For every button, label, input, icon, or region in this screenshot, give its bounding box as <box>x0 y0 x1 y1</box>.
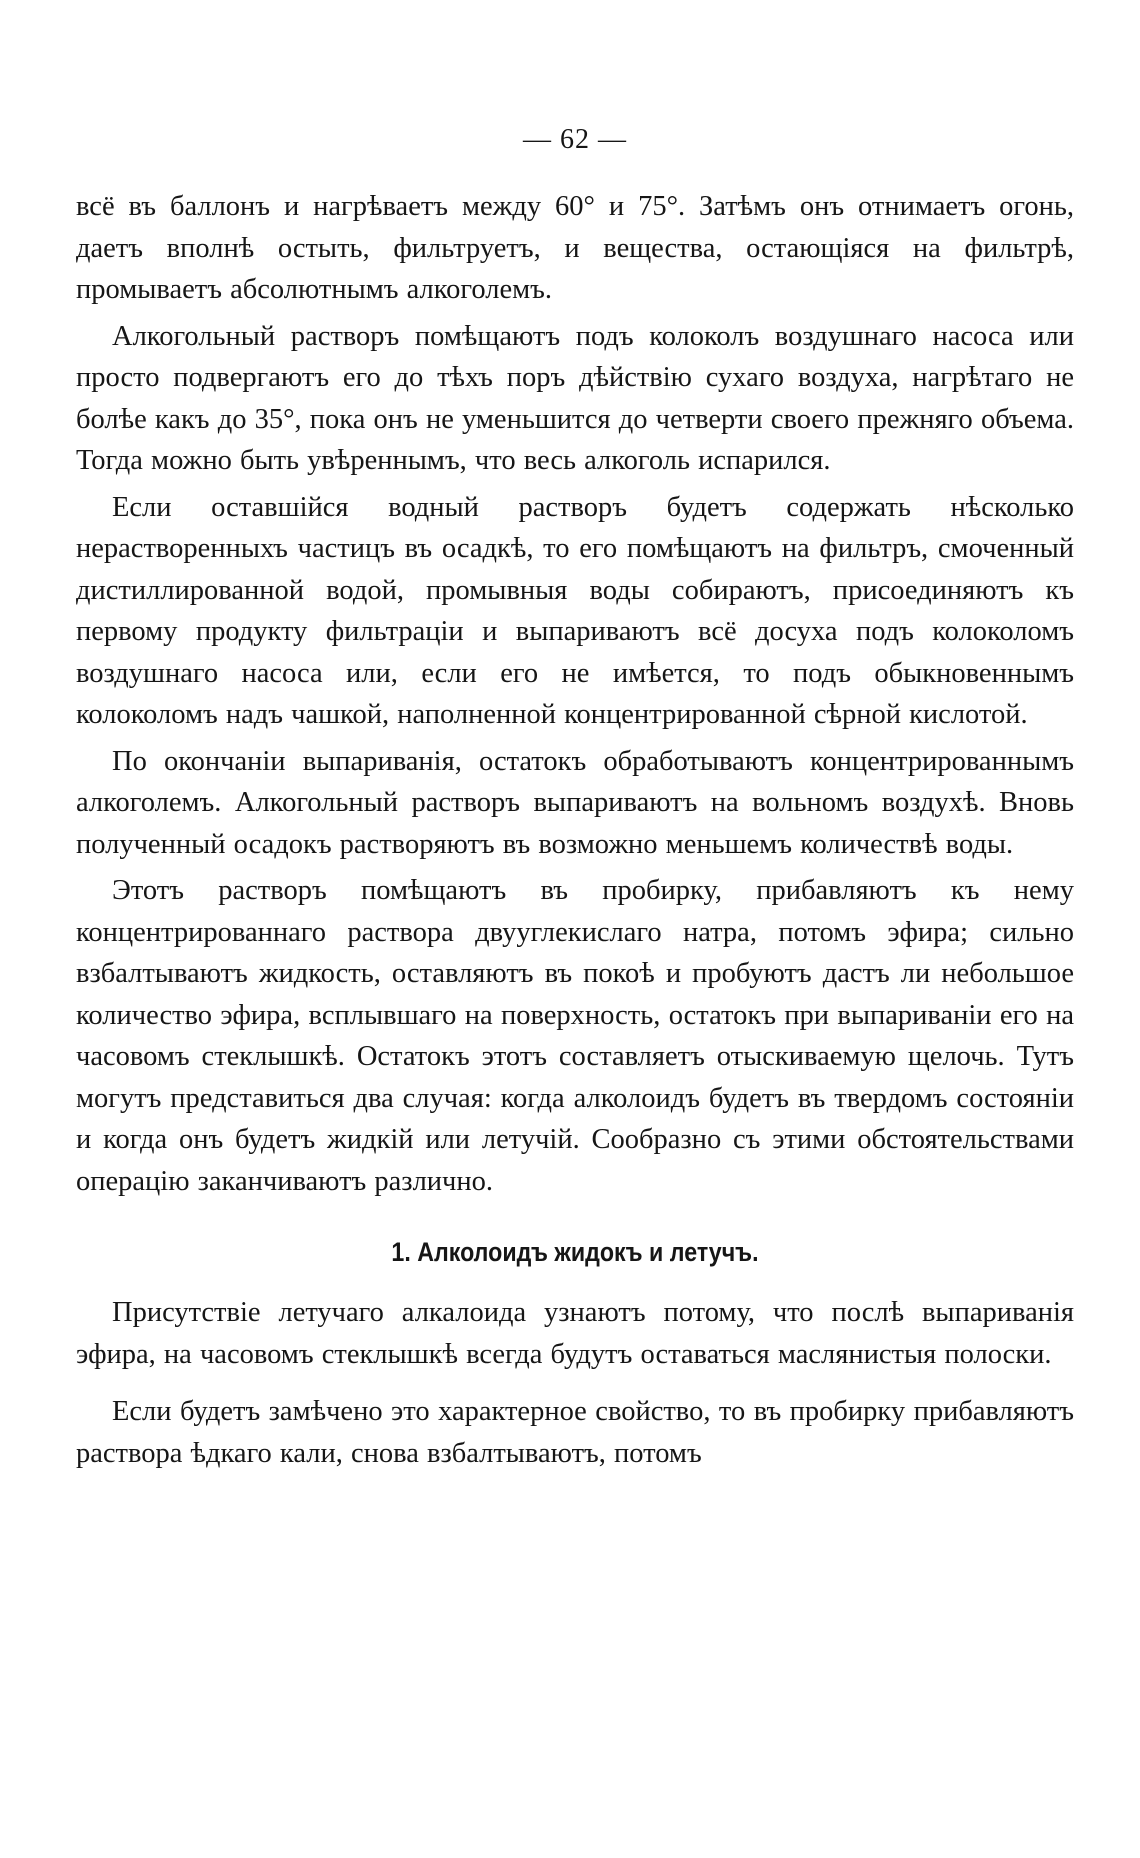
paragraph-alcohol-solution: Алкогольный растворъ помѣщаютъ подъ колоколъ воздушнаго насоса или просто подвергаютъ его до тѣхъ поръ дѣйствію сухаго воздуха, нагрѣтаго не болѣе какъ до 35°, пока онъ не уменьшится до четверти своего прежняго объема. Тогда можно быть увѣреннымъ, что весь алкоголь испарился. <box>76 320 1074 476</box>
section-heading: 1. Алколоидъ жидокъ и летучъ. <box>391 1237 759 1267</box>
page-number: — 62 — <box>523 124 627 155</box>
document-page <box>76 120 1074 1479</box>
paragraph-evaporation: По окончаніи выпариванія, остатокъ обработываютъ концентрированнымъ алкоголемъ. Алкогольный растворъ выпариваютъ на вольномъ воздухѣ. Вновь полученный осадокъ растворяютъ въ возможно меньшемъ количествѣ воды. <box>76 745 1074 860</box>
paragraph-characteristic-property: Если будетъ замѣчено это характерное свойство, то въ пробирку прибавляютъ раствора ѣдкаго кали, снова взбалтываютъ, потомъ <box>76 1396 1074 1469</box>
paragraph-test-tube: Этотъ растворъ помѣщаютъ въ пробирку, прибавляютъ къ нему концентрированнаго раствора двууглекислаго натра, потомъ эфира; сильно взбалтываютъ жидкость, оставляютъ въ покоѣ и пробуютъ дастъ ли небольшое количество эфира, всплывшаго на поверхность, остатокъ при выпариваніи его на часовомъ стеклышкѣ. Остатокъ этотъ составляетъ отыскиваемую щелочь. Тутъ могутъ представиться два случая: когда алколоидъ будетъ въ твердомъ состояніи и когда онъ будетъ жидкій или летучій. Сообразно съ этими обстоятельствами операцію заканчиваютъ различно. <box>76 875 1074 1197</box>
paragraph-volatile-alkaloid: Присутствіе летучаго алкалоида узнаютъ потому, что послѣ выпариванія эфира, на часовомъ стеклышкѣ всегда будутъ оставаться маслянистыя полоски. <box>76 1297 1074 1370</box>
paragraph-aqueous-solution: Если оставшійся водный растворъ будетъ содержать нѣсколько нерастворенныхъ частицъ въ осадкѣ, то его помѣщаютъ на фильтръ, смоченный дистиллированной водой, промывныя воды собираютъ, присоединяютъ къ первому продукту фильтраціи и выпариваютъ всё досуха подъ колоколомъ воздушнаго насоса или, если его не имѣется, то подъ обыкновеннымъ колоколомъ надъ чашкой, наполненной концентрированной сѣрной кислотой. <box>76 491 1074 730</box>
paragraph-continuation: всё въ баллонъ и нагрѣваетъ между 60° и 75°. Затѣмъ онъ отнимаетъ огонь, даетъ вполнѣ остыть, фильтруетъ, и вещества, остающіяся на фильтрѣ, промываетъ абсолютнымъ алкоголемъ. <box>76 191 1074 305</box>
